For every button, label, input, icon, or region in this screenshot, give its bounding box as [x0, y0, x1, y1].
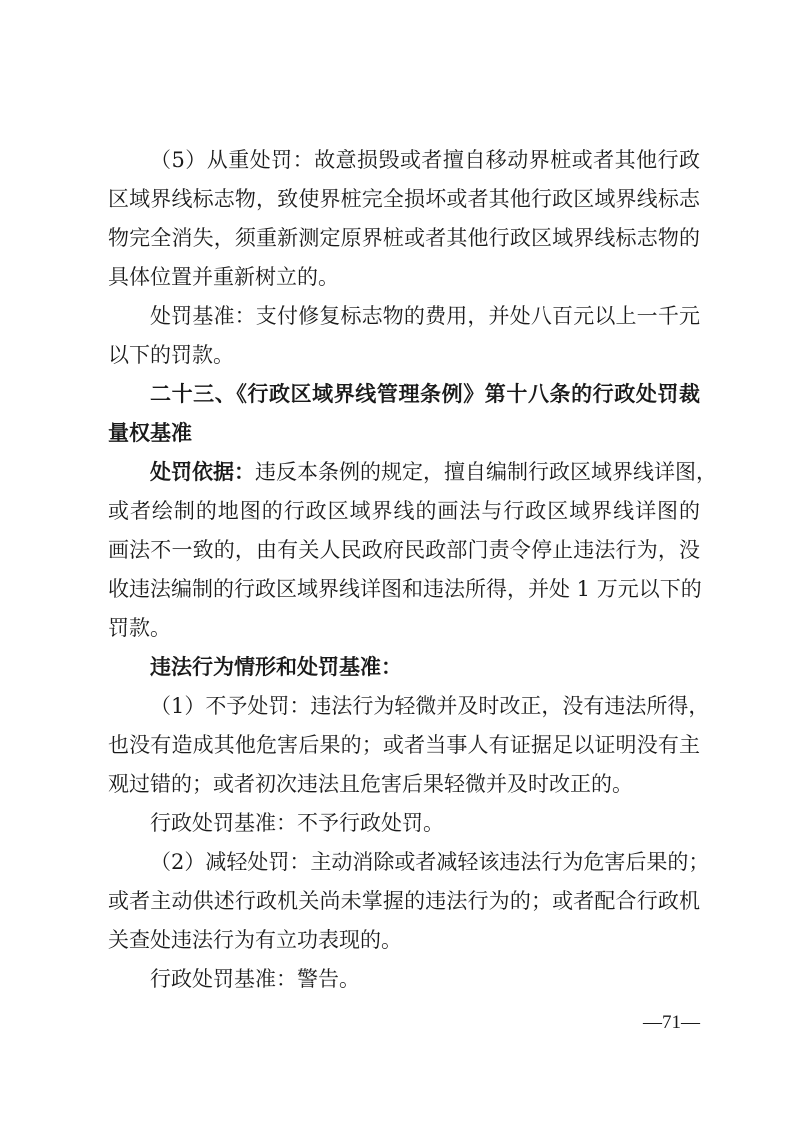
heading-line: 量权基准 [108, 421, 192, 445]
basis-label: 处罚依据： [150, 460, 255, 484]
paragraph-mitigated-penalty [108, 843, 710, 960]
text-line: 物完全消失，须重新测定原界桩或者其他行政区域界线标志物的 [108, 226, 700, 250]
section-heading [108, 375, 700, 453]
text-line: 也没有造成其他危害后果的；或者当事人有证据足以证明没有主 [108, 733, 700, 757]
text-line: （1）不予处罚：违法行为轻微并及时改正，没有违法所得， [150, 694, 710, 718]
text-line: 区域界线标志物，致使界桩完全损坏或者其他行政区域界线标志 [108, 187, 700, 211]
paragraph-no-penalty [108, 687, 710, 804]
text-line: 收违法编制的行政区域界线详图和违法所得，并处 1 万元以下的 [108, 577, 702, 601]
basis-text: 违反本条例的规定，擅自编制行政区域界线详图， [255, 460, 717, 484]
paragraph-penalty-basis [108, 453, 717, 648]
text-line: （5）从重处罚：故意损毁或者擅自移动界桩或者其他行政 [150, 148, 700, 172]
paragraph-standard-2: 行政处罚基准：警告。 [150, 967, 360, 991]
paragraph-penalty-standard [108, 297, 700, 375]
text-line: 画法不一致的，由有关人民政府民政部门责令停止违法行为，没 [108, 538, 700, 562]
text-line: 处罚基准：支付修复标志物的费用，并处八百元以上一千元 [150, 304, 700, 328]
text-line: 具体位置并重新树立的。 [108, 265, 339, 289]
text-line: 罚款。 [108, 616, 171, 640]
text-line: 或者绘制的地图的行政区域界线的画法与行政区域界线详图的 [108, 499, 700, 523]
text-line: 或者主动供述行政机关尚未掌握的违法行为的；或者配合行政机 [108, 889, 700, 913]
paragraph-aggravated-penalty [108, 141, 700, 297]
document-body [108, 141, 717, 999]
page-number: —71— [643, 1012, 700, 1033]
paragraph-standard-1: 行政处罚基准：不予行政处罚。 [150, 811, 444, 835]
text-line: 观过错的；或者初次违法且危害后果轻微并及时改正的。 [108, 772, 633, 796]
text-line: （2）减轻处罚：主动消除或者减轻该违法行为危害后果的； [150, 850, 710, 874]
text-line: 关查处违法行为有立功表现的。 [108, 928, 402, 952]
heading-line: 二十三、《行政区域界线管理条例》第十八条的行政处罚裁 [150, 382, 700, 406]
text-line: 以下的罚款。 [108, 343, 234, 367]
text-line [108, 453, 717, 492]
subheading: 违法行为情形和处罚基准： [150, 655, 402, 679]
